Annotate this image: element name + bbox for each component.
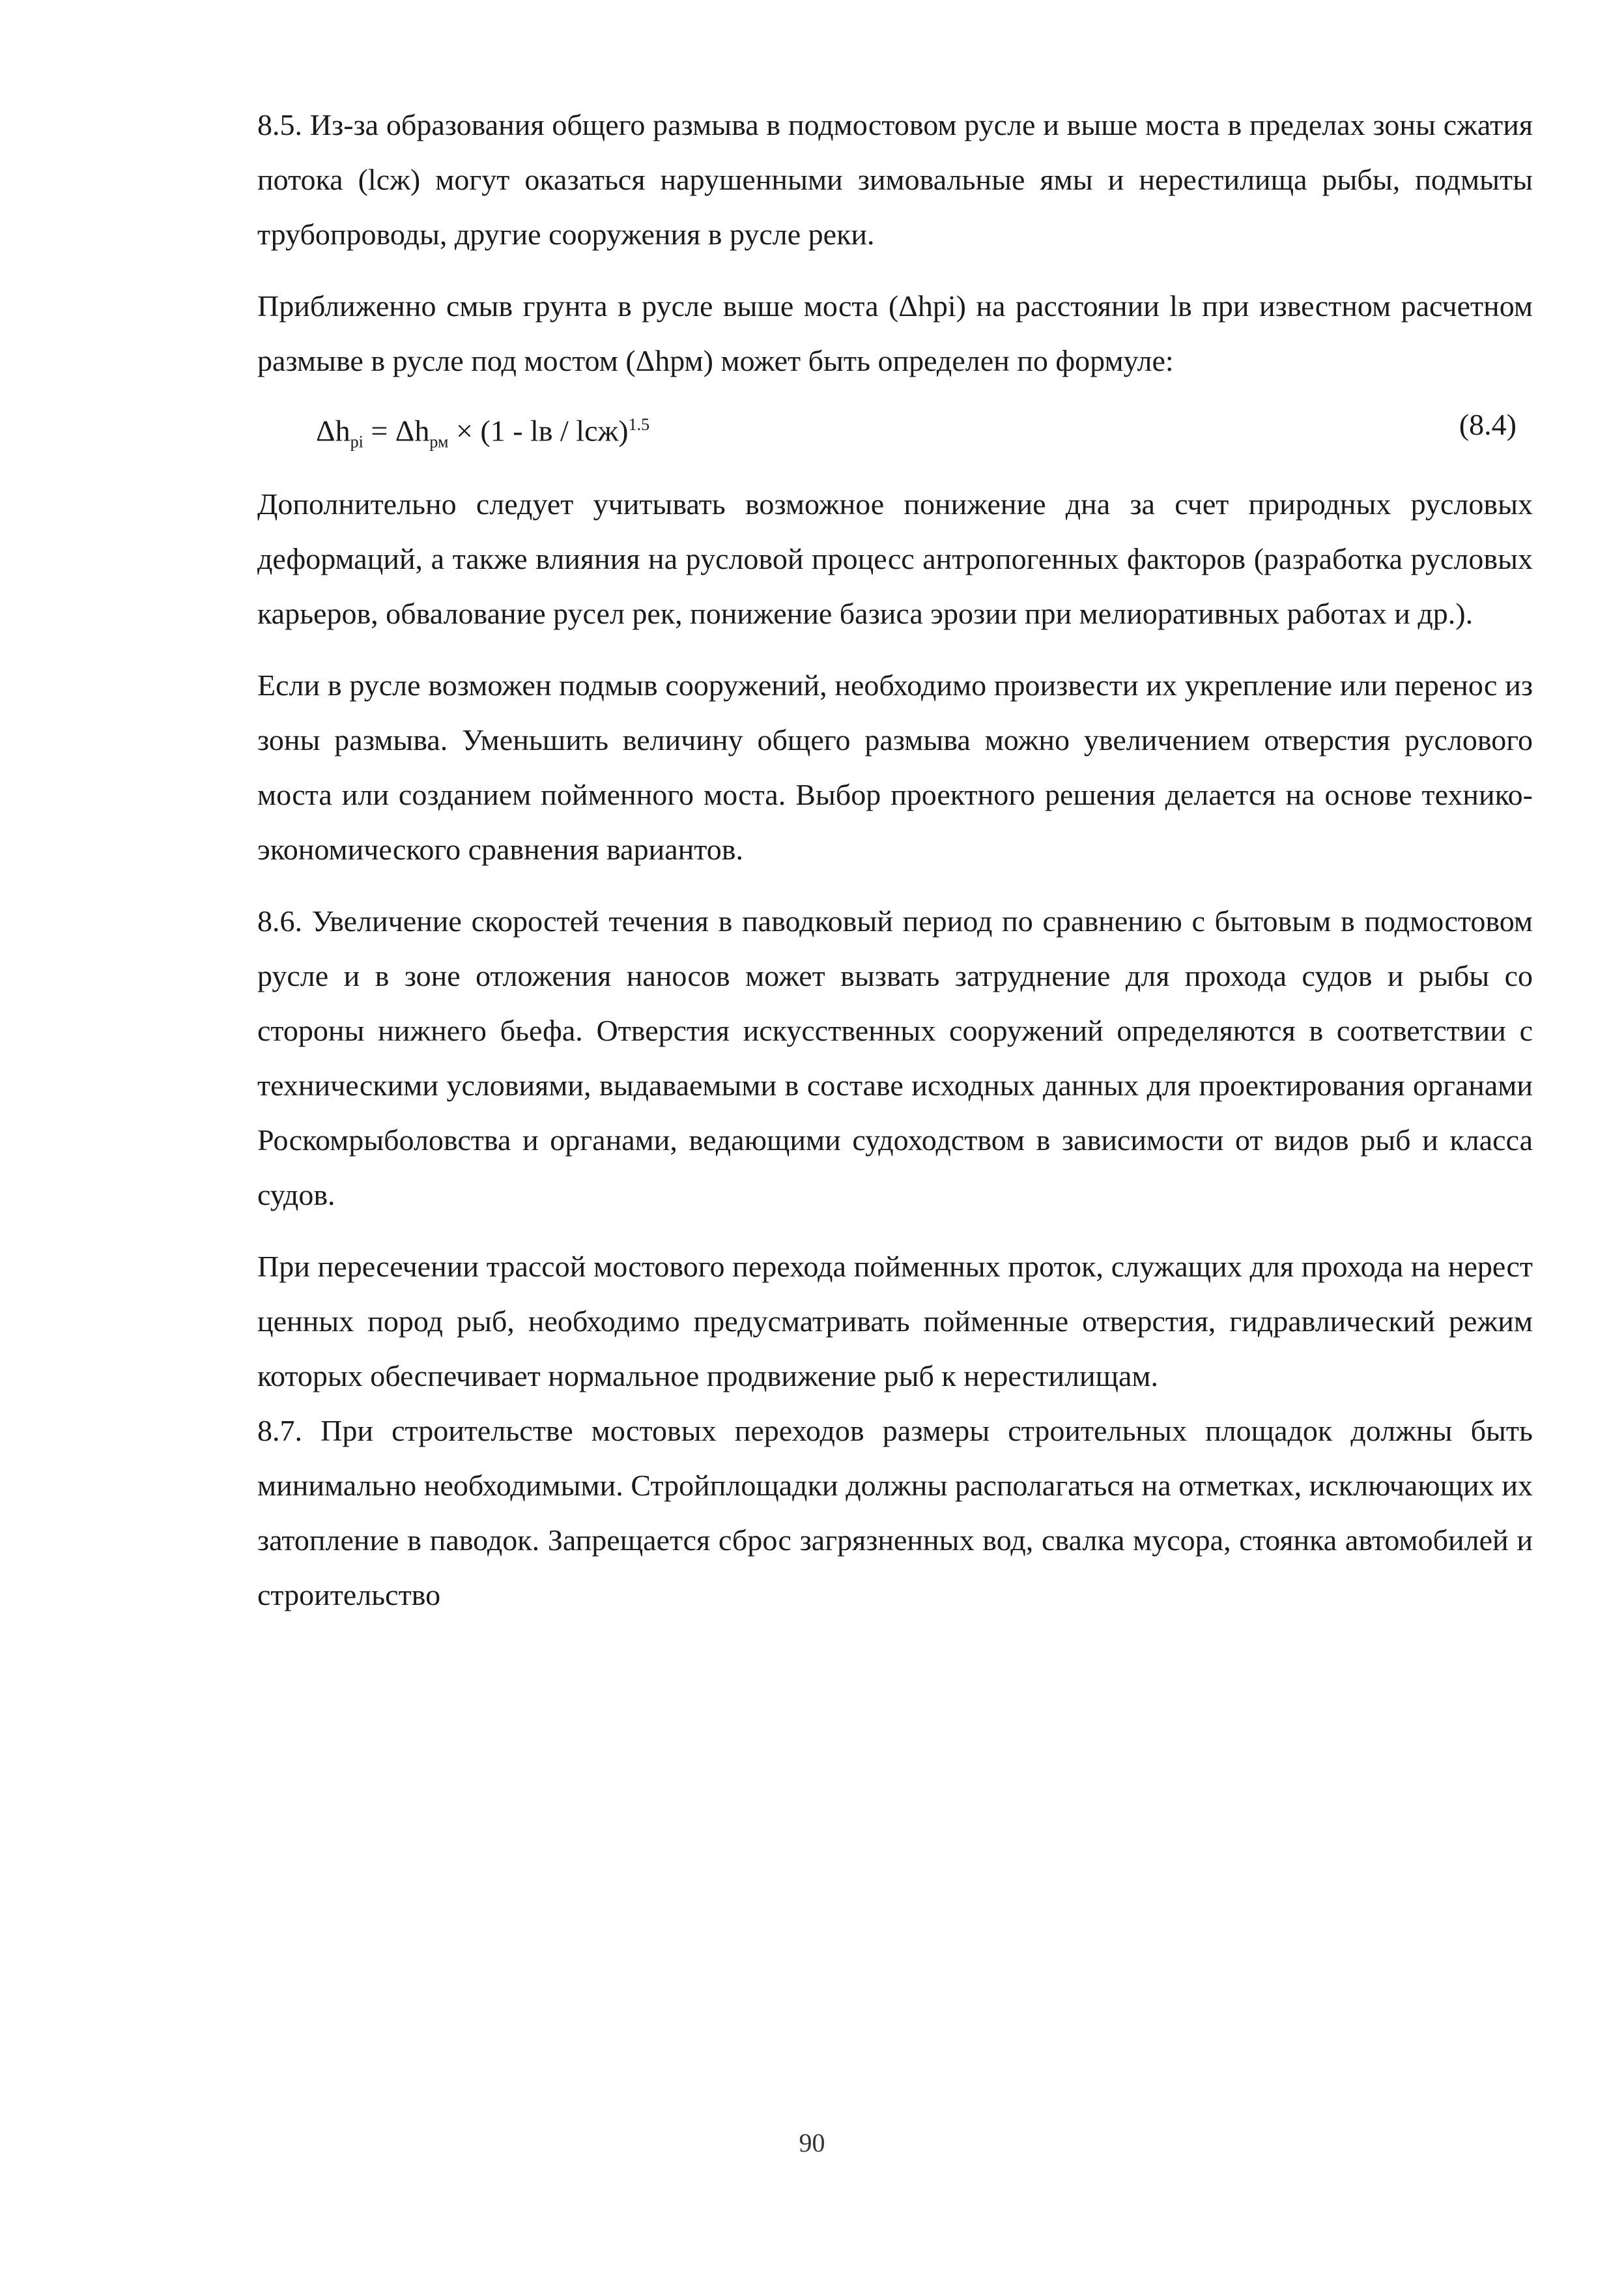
- document-page: [257, 98, 1533, 1639]
- paragraph-8-5: 8.5. Из-за образования общего размыва в подмостовом русле и выше моста в пределах зоны сжатия потока (lсж) могут оказаться нарушенными зимовальные ямы и нерестилища рыбы, подмыты трубопроводы, другие сооружения в русле реки.: [257, 108, 1533, 251]
- paragraph-approximate-scour: Приближенно смыв грунта в русле выше моста (Δhpi) на расстоянии lв при известном расчетном размыве в русле под мостом (Δhрм) может быть определен по формуле:: [257, 289, 1533, 377]
- formula-lhs-subscript: pi: [350, 432, 363, 452]
- paragraph-undermining: Если в русле возможен подмыв сооружений, необходимо произвести их укрепление или перенос из зоны размыва. Уменьшить величину общего размыва можно увеличением отверстия руслового моста или созданием пойменного моста. Выбор проектного решения делается на основе технико-экономического сравнения вариантов.: [257, 669, 1533, 866]
- paragraph-additional-deformations: Дополнительно следует учитывать возможное понижение дна за счет природных русловых деформаций, а также влияния на русловой процесс антропогенных факторов (разработка русловых карьеров, обвалование русел рек, понижение базиса эрозии при мелиоративных работах и др.).: [257, 487, 1533, 630]
- formula-rhs: Δh: [395, 414, 430, 448]
- formula-expression: [316, 392, 649, 475]
- paragraph-floodplain-channels: При пересечении трассой мостового перехода пойменных проток, служащих для прохода на нерест ценных пород рыб, необходимо предусматривать пойменные отверстия, гидравлический режим которых обеспечивает нормальное продвижение рыб к нерестилищам.: [257, 1250, 1533, 1392]
- formula-8-4: [257, 392, 1533, 457]
- paragraph-8-6: 8.6. Увеличение скоростей течения в паводковый период по сравнению с бытовым в подмостовом русле и в зоне отложения наносов может вызвать затруднение для прохода судов и рыбы со стороны нижнего бьефа. Отверстия искусственных сооружений определяются в соответствии с техническими условиями, выдаваемыми в составе исходных данных для проектирования органами Роскомрыболовства и органами, ведающими судоходством в зависимости от видов рыб и класса судов.: [257, 904, 1533, 1211]
- formula-number: (8.4): [1459, 408, 1517, 441]
- paragraph-8-7: 8.7. При строительстве мостовых переходов размеры строительных площадок должны быть минимально необходимыми. Стройплощадки должны располагаться на отметках, исключающих их затопление в паводок. Запрещается сброс загрязненных вод, свалка мусора, стоянка автомобилей и строительство: [257, 1414, 1533, 1611]
- formula-exponent: 1.5: [628, 415, 650, 434]
- formula-equals: =: [363, 414, 395, 448]
- formula-lhs: Δh: [316, 414, 350, 448]
- formula-rhs-subscript: рм: [429, 432, 449, 452]
- formula-rhs-rest: × (1 - lв / lсж): [448, 414, 629, 448]
- page-number: 90: [799, 2128, 825, 2157]
